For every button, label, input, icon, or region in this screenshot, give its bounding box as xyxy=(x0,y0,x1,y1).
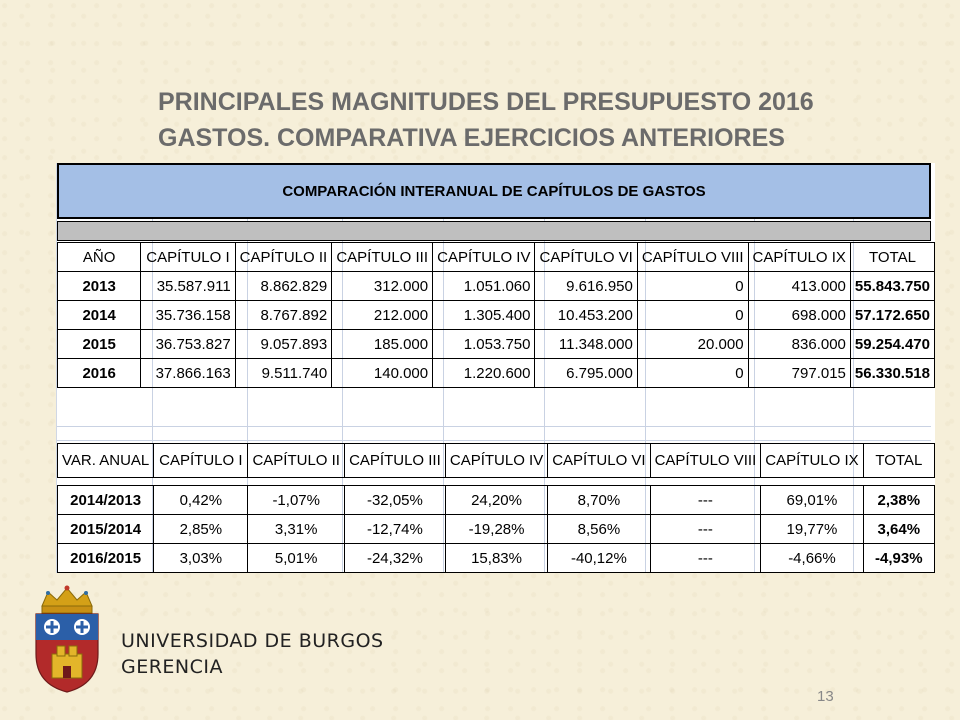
spacer-cell xyxy=(58,478,935,486)
table-row xyxy=(58,301,935,330)
value-cell: 8,56% xyxy=(548,515,650,544)
header-cell: CAPÍTULO II xyxy=(248,444,345,478)
table-row xyxy=(58,515,935,544)
table-row xyxy=(58,330,935,359)
value-cell: 9.616.950 xyxy=(535,272,637,301)
header-cell: AÑO xyxy=(58,243,141,272)
table2-header-row xyxy=(58,444,935,478)
period-cell: 2015/2014 xyxy=(58,515,154,544)
value-cell: 19,77% xyxy=(761,515,863,544)
spreadsheet-area xyxy=(56,163,935,573)
header-cell: TOTAL xyxy=(850,243,934,272)
table-row xyxy=(58,272,935,301)
table1-header-row xyxy=(58,243,935,272)
table-row xyxy=(58,486,935,515)
year-cell: 2016 xyxy=(58,359,141,388)
year-cell: 2014 xyxy=(58,301,141,330)
value-cell: --- xyxy=(650,486,761,515)
header-cell: TOTAL xyxy=(863,444,934,478)
table1-gray-band xyxy=(57,221,931,241)
value-cell: 35.736.158 xyxy=(141,301,235,330)
value-cell: -40,12% xyxy=(548,544,650,573)
comparison-table xyxy=(57,242,935,388)
total-cell: 2,38% xyxy=(863,486,934,515)
value-cell: 9.057.893 xyxy=(235,330,332,359)
value-cell: 1.305.400 xyxy=(433,301,535,330)
value-cell: -19,28% xyxy=(445,515,547,544)
total-cell: 56.330.518 xyxy=(850,359,934,388)
value-cell: 0 xyxy=(637,301,748,330)
year-cell: 2013 xyxy=(58,272,141,301)
header-cell: VAR. ANUAL xyxy=(58,444,154,478)
page-number: 13 xyxy=(817,688,834,705)
value-cell: -32,05% xyxy=(344,486,445,515)
value-cell: --- xyxy=(650,544,761,573)
university-crest-icon xyxy=(30,584,104,694)
header-cell: CAPÍTULO IV xyxy=(445,444,547,478)
header-cell: CAPÍTULO III xyxy=(344,444,445,478)
value-cell: -12,74% xyxy=(344,515,445,544)
annual-variation-table xyxy=(57,443,935,573)
value-cell: 797.015 xyxy=(748,359,850,388)
value-cell: 0 xyxy=(637,359,748,388)
total-cell: 3,64% xyxy=(863,515,934,544)
value-cell: 312.000 xyxy=(332,272,433,301)
table-row xyxy=(58,544,935,573)
total-cell: 57.172.650 xyxy=(850,301,934,330)
total-cell: 55.843.750 xyxy=(850,272,934,301)
header-cell: CAPÍTULO I xyxy=(141,243,235,272)
value-cell: 9.511.740 xyxy=(235,359,332,388)
value-cell: 8.862.829 xyxy=(235,272,332,301)
value-cell: 24,20% xyxy=(445,486,547,515)
value-cell: 2,85% xyxy=(154,515,248,544)
slide-title-line1: PRINCIPALES MAGNITUDES DEL PRESUPUESTO 2016 xyxy=(158,88,814,116)
value-cell: 10.453.200 xyxy=(535,301,637,330)
value-cell: --- xyxy=(650,515,761,544)
table-row xyxy=(58,359,935,388)
university-name: UNIVERSIDAD DE BURGOS xyxy=(121,630,384,652)
header-cell: CAPÍTULO IV xyxy=(433,243,535,272)
value-cell: 37.866.163 xyxy=(141,359,235,388)
value-cell: 8,70% xyxy=(548,486,650,515)
value-cell: -1,07% xyxy=(248,486,345,515)
value-cell: 1.220.600 xyxy=(433,359,535,388)
value-cell: 0 xyxy=(637,272,748,301)
table1-banner: COMPARACIÓN INTERANUAL DE CAPÍTULOS DE GASTOS xyxy=(57,163,931,219)
header-cell: CAPÍTULO II xyxy=(235,243,332,272)
slide-title-line2: GASTOS. COMPARATIVA EJERCICIOS ANTERIORES xyxy=(158,124,785,152)
value-cell: 69,01% xyxy=(761,486,863,515)
total-cell: 59.254.470 xyxy=(850,330,934,359)
value-cell: 1.053.750 xyxy=(433,330,535,359)
period-cell: 2014/2013 xyxy=(58,486,154,515)
value-cell: 413.000 xyxy=(748,272,850,301)
value-cell: 3,31% xyxy=(248,515,345,544)
value-cell: 36.753.827 xyxy=(141,330,235,359)
value-cell: 140.000 xyxy=(332,359,433,388)
header-cell: CAPÍTULO VI xyxy=(535,243,637,272)
value-cell: -4,66% xyxy=(761,544,863,573)
spacer-row xyxy=(58,478,935,486)
header-cell: CAPÍTULO IX xyxy=(748,243,850,272)
value-cell: 1.051.060 xyxy=(433,272,535,301)
header-cell: CAPÍTULO III xyxy=(332,243,433,272)
value-cell: 185.000 xyxy=(332,330,433,359)
header-cell: CAPÍTULO I xyxy=(154,444,248,478)
header-cell: CAPÍTULO VI xyxy=(548,444,650,478)
value-cell: 5,01% xyxy=(248,544,345,573)
empty-row xyxy=(57,413,931,441)
year-cell: 2015 xyxy=(58,330,141,359)
header-cell: CAPÍTULO VIII xyxy=(637,243,748,272)
value-cell: -24,32% xyxy=(344,544,445,573)
value-cell: 8.767.892 xyxy=(235,301,332,330)
header-cell: CAPÍTULO IX xyxy=(761,444,863,478)
value-cell: 3,03% xyxy=(154,544,248,573)
value-cell: 698.000 xyxy=(748,301,850,330)
value-cell: 35.587.911 xyxy=(141,272,235,301)
header-cell: CAPÍTULO VIII xyxy=(650,444,761,478)
total-cell: -4,93% xyxy=(863,544,934,573)
value-cell: 6.795.000 xyxy=(535,359,637,388)
value-cell: 212.000 xyxy=(332,301,433,330)
value-cell: 836.000 xyxy=(748,330,850,359)
value-cell: 20.000 xyxy=(637,330,748,359)
value-cell: 0,42% xyxy=(154,486,248,515)
value-cell: 15,83% xyxy=(445,544,547,573)
period-cell: 2016/2015 xyxy=(58,544,154,573)
value-cell: 11.348.000 xyxy=(535,330,637,359)
department-name: GERENCIA xyxy=(121,656,224,678)
